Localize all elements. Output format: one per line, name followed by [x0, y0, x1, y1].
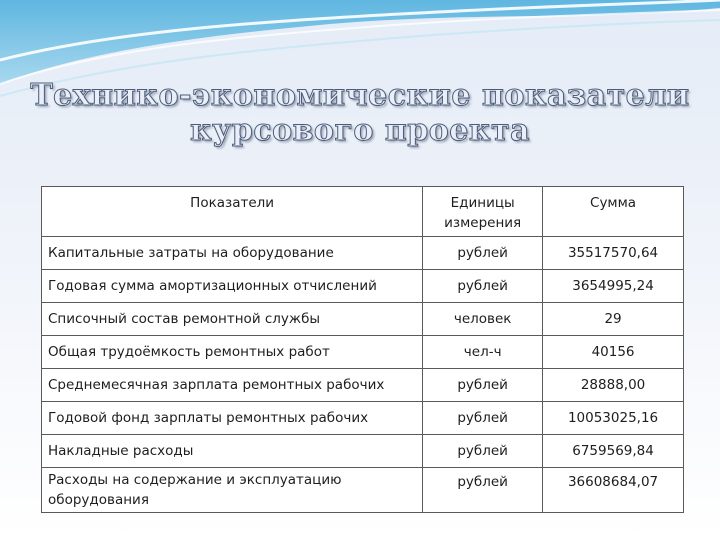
table-row	[42, 336, 684, 369]
row-name-line-1: Расходы на содержание и эксплуатацию	[48, 472, 342, 488]
row-unit: чел-ч	[423, 336, 543, 369]
table-row	[42, 435, 684, 468]
row-sum: 36608684,07	[543, 468, 684, 513]
table-row	[42, 369, 684, 402]
row-sum: 35517570,64	[543, 237, 684, 270]
table-row	[42, 237, 684, 270]
row-unit: человек	[423, 303, 543, 336]
row-name: Накладные расходы	[42, 435, 423, 468]
table-row	[42, 303, 684, 336]
row-sum: 40156	[543, 336, 684, 369]
row-name: Капитальные затраты на оборудование	[42, 237, 423, 270]
row-sum: 6759569,84	[543, 435, 684, 468]
row-name: Среднемесячная зарплата ремонтных рабочих	[42, 369, 423, 402]
row-name: Списочный состав ремонтной службы	[42, 303, 423, 336]
row-name	[42, 468, 423, 513]
header-units-line-1: Единицы	[450, 195, 515, 211]
table-row	[42, 468, 684, 513]
header-indicators: Показатели	[42, 187, 423, 237]
table-row	[42, 402, 684, 435]
row-unit: рублей	[423, 435, 543, 468]
slide-title	[0, 78, 720, 148]
row-sum: 28888,00	[543, 369, 684, 402]
row-unit: рублей	[423, 402, 543, 435]
row-unit: рублей	[423, 468, 543, 513]
header-sum: Сумма	[543, 187, 684, 237]
table-header-row	[42, 187, 684, 237]
row-name: Годовой фонд зарплаты ремонтных рабочих	[42, 402, 423, 435]
header-units	[423, 187, 543, 237]
row-name: Годовая сумма амортизационных отчислений	[42, 270, 423, 303]
header-units-line-2: измерения	[444, 215, 522, 231]
row-sum: 10053025,16	[543, 402, 684, 435]
slide-title-line-1: Технико-экономические показатели	[30, 78, 690, 113]
indicators-table	[41, 186, 684, 513]
row-unit: рублей	[423, 270, 543, 303]
table-row	[42, 270, 684, 303]
row-unit: рублей	[423, 369, 543, 402]
row-sum: 29	[543, 303, 684, 336]
row-name-line-2: оборудования	[48, 492, 149, 508]
row-sum: 3654995,24	[543, 270, 684, 303]
row-unit: рублей	[423, 237, 543, 270]
slide-title-line-2: курсового проекта	[189, 113, 531, 148]
row-name: Общая трудоёмкость ремонтных работ	[42, 336, 423, 369]
